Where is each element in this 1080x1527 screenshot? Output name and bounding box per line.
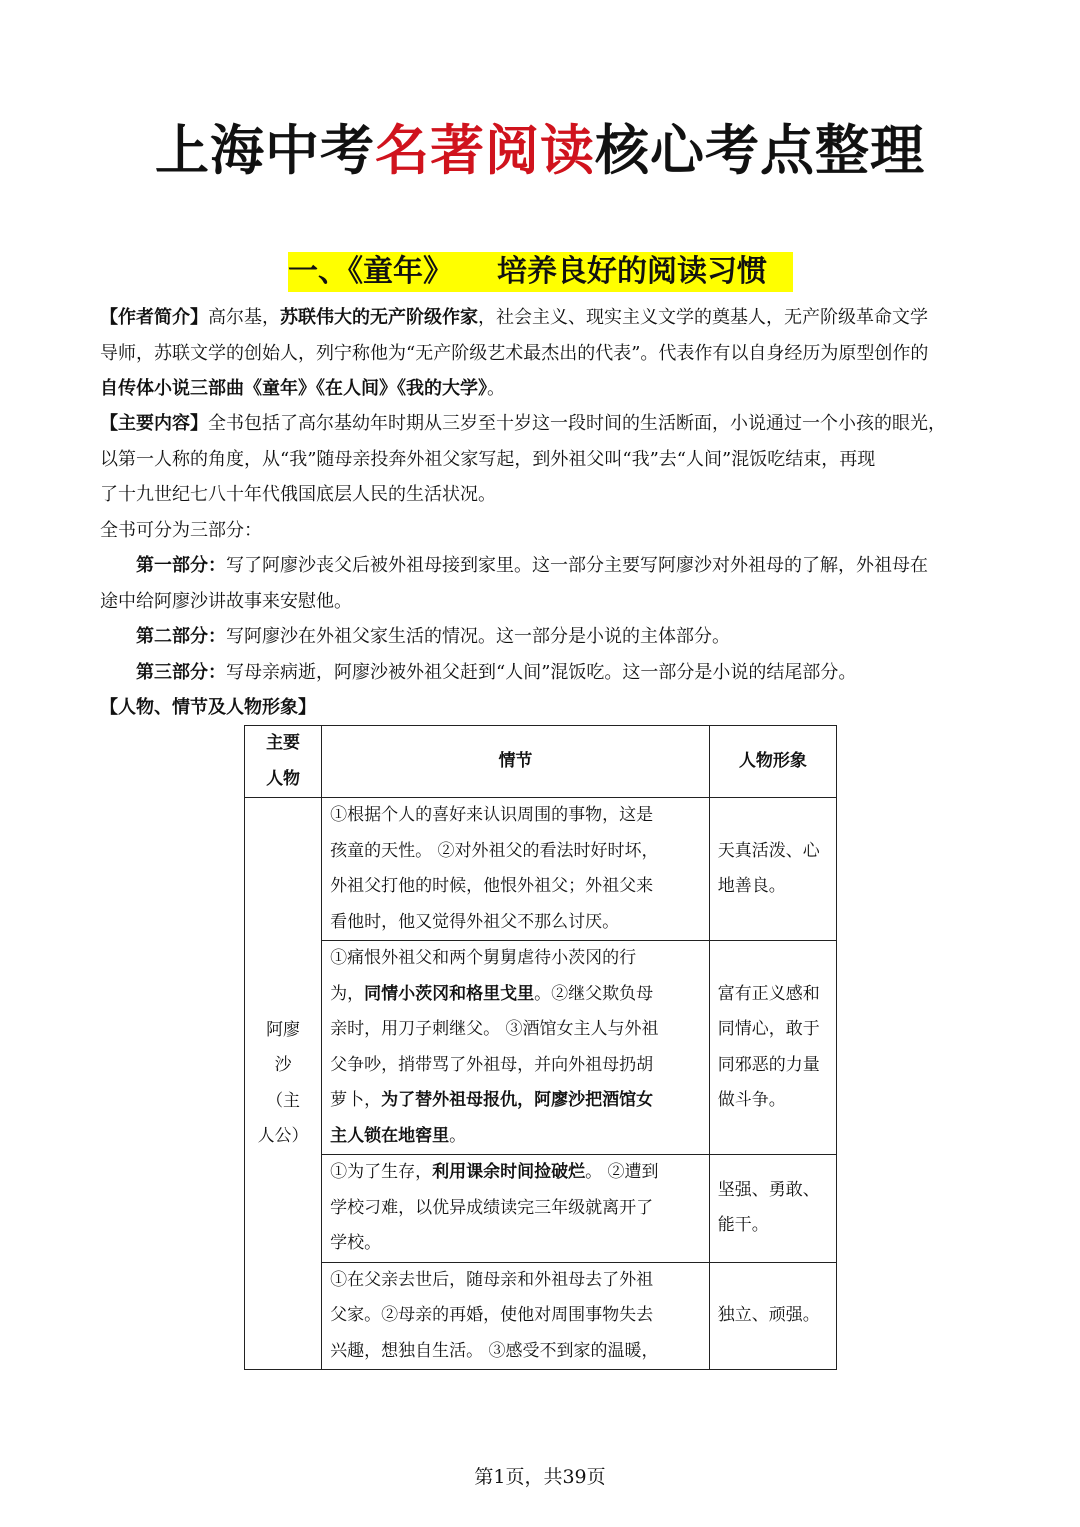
table-row bbox=[245, 798, 837, 941]
content-text: 以第一人称的角度，从“我”随母亲投奔外祖父家写起，到外祖父叫“我”去“人间”混饭吃结束，再现 bbox=[100, 448, 876, 470]
table-header-row bbox=[245, 726, 837, 798]
part-text: 写母亲病逝，阿廖沙被外祖父赶到“人间”混饭吃。这一部分是小说的结尾部分。 bbox=[226, 661, 857, 683]
content-text: 全书可分为三部分： bbox=[100, 519, 262, 541]
part-label: 第二部分： bbox=[136, 626, 226, 647]
title-part-1: 上海中考 bbox=[155, 119, 375, 182]
table-row bbox=[245, 941, 837, 1155]
trait-cell: 富有正义感和同情心，敢于同邪恶的力量做斗争。 bbox=[709, 941, 836, 1155]
page-footer: 第1页，共39页 bbox=[474, 1466, 606, 1488]
author-bold: 苏联伟大的无产阶级作家 bbox=[280, 307, 478, 328]
part-text: 写阿廖沙在外祖父家生活的情况。这一部分是小说的主体部分。 bbox=[226, 626, 730, 647]
header-plot: 情节 bbox=[322, 726, 710, 798]
title-part-2: 核心考点整理 bbox=[595, 119, 925, 182]
part-text: 途中给阿廖沙讲故事来安慰他。 bbox=[100, 590, 352, 612]
part-2 bbox=[100, 619, 980, 655]
table-row bbox=[245, 1155, 837, 1263]
content-text: 全书包括了高尔基幼年时期从三岁至十岁这一段时间的生活断面，小说通过一个小孩的眼光， bbox=[208, 413, 946, 434]
section-number: 一、《童年》 bbox=[288, 254, 453, 289]
header-image: 人物形象 bbox=[709, 726, 836, 798]
title-highlight: 名著阅读 bbox=[375, 119, 595, 182]
author-text: ，社会主义、现实主义文学的奠基人，无产阶级革命文学 bbox=[478, 307, 928, 328]
character-name: 阿廖 沙 （主 人公） bbox=[245, 798, 322, 1370]
table-label: 【人物、情节及人物形象】 bbox=[100, 697, 316, 718]
header-main-character: 主要 人物 bbox=[245, 726, 322, 798]
author-bold: 自传体小说三部曲《童年》《在人间》《我的大学》 bbox=[100, 378, 487, 399]
part-text: 写了阿廖沙丧父后被外祖母接到家里。这一部分主要写阿廖沙对外祖母的了解，外祖母在 bbox=[226, 555, 928, 576]
author-intro bbox=[100, 300, 980, 407]
plot-cell: ①在父亲去世后，随母亲和外祖母去了外祖 父家。②母亲的再婚，使他对周围事物失去 兴趣，想独自生活。 ③感受不到家的温暖， bbox=[322, 1262, 710, 1370]
author-text: 。 bbox=[487, 378, 505, 399]
part-label: 第三部分： bbox=[136, 661, 226, 683]
part-3 bbox=[100, 655, 980, 691]
page-title bbox=[0, 108, 1080, 185]
plot-cell: ①根据个人的喜好来认识周围的事物，这是 孩童的天性。 ②对外祖父的看法时好时坏， 外祖父打他的时候，他恨外祖父；外祖父来 看他时，他又觉得外祖父不那么讨厌。 bbox=[322, 798, 710, 941]
plot-cell: ①痛恨外祖父和两个舅舅虐待小茨冈的行 为，同情小茨冈和格里戈里。②继父欺负母 亲时，用刀子刺继父。 ③酒馆女主人与外祖 父争吵，捎带骂了外祖母，并向外祖母扔胡 萝卜，为了替外祖母报仇，阿廖沙把酒馆女 主人锁在地窖里。 bbox=[322, 941, 710, 1155]
author-label: 【作者简介】 bbox=[100, 307, 208, 328]
main-content bbox=[100, 406, 980, 726]
section-heading bbox=[288, 252, 793, 292]
author-text: 高尔基， bbox=[208, 307, 280, 328]
part-label: 第一部分： bbox=[136, 555, 226, 576]
content-text: 了十九世纪七八十年代俄国底层人民的生活状况。 bbox=[100, 484, 496, 505]
character-table bbox=[244, 725, 837, 1370]
section-theme: 培养良好的阅读习惯 bbox=[497, 254, 767, 289]
trait-cell: 坚强、勇敢、能干。 bbox=[709, 1155, 836, 1263]
trait-cell: 独立、顽强。 bbox=[709, 1262, 836, 1370]
author-text: 导师，苏联文学的创始人，列宁称他为“无产阶级艺术最杰出的代表”。代表作有以自身经历为原型创作的 bbox=[100, 342, 929, 364]
part-1 bbox=[100, 548, 980, 584]
content-label: 【主要内容】 bbox=[100, 413, 208, 434]
table-row bbox=[245, 1262, 837, 1370]
trait-cell: 天真活泼、心地善良。 bbox=[709, 798, 836, 941]
plot-cell: ①为了生存，利用课余时间捡破烂。 ②遭到 学校刁难，以优异成绩读完三年级就离开了 学校。 bbox=[322, 1155, 710, 1263]
